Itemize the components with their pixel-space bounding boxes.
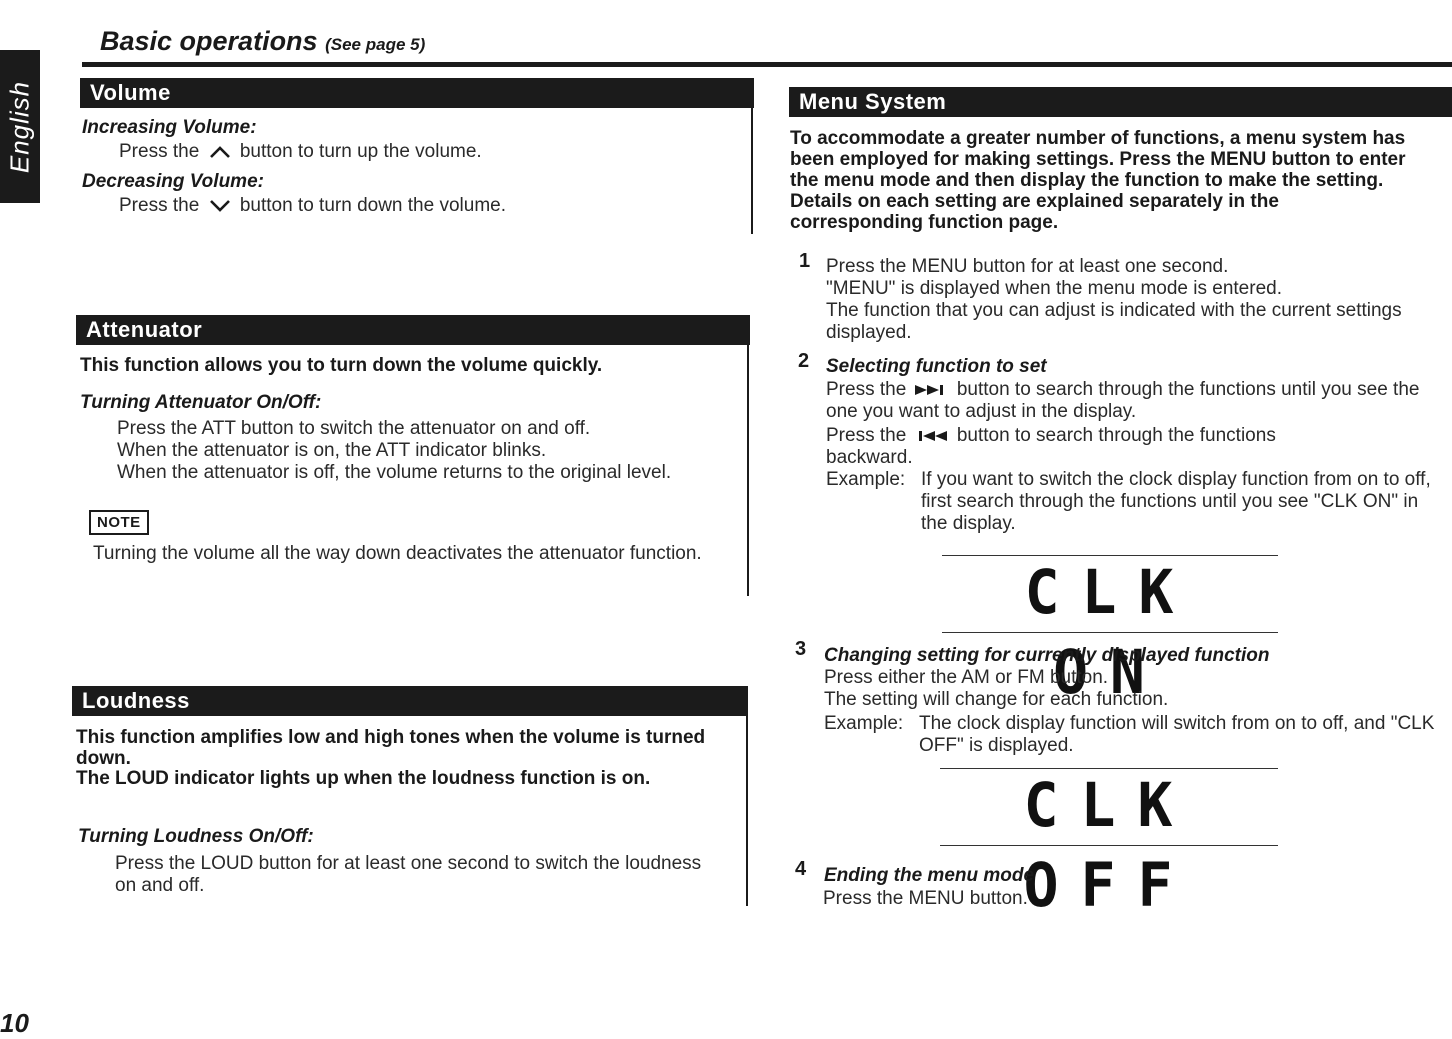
page-title-text: Basic operations — [100, 26, 318, 56]
menu-heading-text: Menu System — [799, 89, 947, 114]
loudness-heading — [72, 686, 748, 716]
header-rule — [82, 62, 1452, 67]
attenuator-intro: This function allows you to turn down the volume quickly. — [80, 355, 603, 376]
step-1-line-3: The function that you can adjust is indicated with the current settings displayed. — [826, 300, 1402, 343]
step-1-line-1: Press the MENU button for at least one second. — [826, 256, 1229, 277]
step-4-number: 4 — [795, 858, 807, 880]
step-3-title: Changing setting for currently displayed function — [824, 645, 1270, 666]
loudness-side-rule — [746, 716, 748, 906]
decrease-volume-label: Decreasing Volume: — [82, 171, 264, 192]
step-4-text: Press the MENU button. — [823, 888, 1028, 909]
step-4-title: Ending the menu mode — [824, 865, 1035, 886]
lcd-display-clk-off — [940, 768, 1278, 921]
increase-post: button to turn up the volume. — [239, 141, 482, 162]
increase-volume-label: Increasing Volume: — [82, 117, 257, 138]
loudness-intro-1: This function amplifies low and high tones when the volume is turned down. — [76, 727, 706, 769]
attenuator-lines — [117, 418, 737, 484]
decrease-post: button to turn down the volume. — [239, 195, 506, 216]
note-badge: NOTE — [89, 510, 149, 535]
step-1-body — [826, 256, 1426, 344]
loudness-text: Press the LOUD button for at least one second to switch the loudness on and off. — [115, 853, 702, 896]
menu-heading — [789, 87, 1452, 117]
attenuator-heading-text: Attenuator — [86, 317, 203, 342]
step-2-forward-pre: Press the — [826, 379, 907, 400]
attenuator-line-2: When the attenuator is on, the ATT indicator blinks. — [117, 440, 547, 461]
step-3-example-label: Example: — [824, 713, 904, 734]
step-2-example-label: Example: — [826, 469, 906, 490]
up-chevron-icon — [209, 145, 231, 159]
step-2-forward-text — [826, 379, 1436, 423]
volume-heading-text: Volume — [90, 80, 171, 105]
increase-volume-text — [119, 141, 482, 163]
decrease-volume-text — [119, 195, 506, 217]
page-number: 10 — [0, 1008, 29, 1038]
attenuator-heading — [76, 315, 750, 345]
loudness-sub: Turning Loudness On/Off: — [78, 826, 314, 847]
page-reference: (See page 5) — [325, 35, 426, 54]
skip-back-icon — [915, 430, 949, 442]
step-2-back-post: button to search through the functions backward. — [826, 425, 1276, 468]
skip-forward-icon — [915, 384, 949, 396]
step-1-line-2: "MENU" is displayed when the menu mode is entered. — [826, 278, 1282, 299]
step-2-forward-post: button to search through the functions until you see the one you want to adjust in the display. — [826, 379, 1420, 422]
decrease-pre: Press the — [119, 195, 200, 216]
increase-pre: Press the — [119, 141, 200, 162]
step-3-line-1: Press either the AM or FM button. — [824, 667, 1109, 688]
menu-intro: To accommodate a greater number of functions, a menu system has been employed for making settings. Press the MENU button to enter the menu mode and then display the function to make the setting. Details on each setting are explained separately in the corresponding function page. — [790, 128, 1406, 233]
loudness-intro-2: The LOUD indicator lights up when the loudness function is on. — [76, 768, 651, 789]
step-2-back-text — [826, 425, 1366, 469]
step-2-example-text: If you want to switch the clock display function from on to off, first search through the functions until you see "CLK ON" in the display. — [921, 469, 1431, 534]
note-text: Turning the volume all the way down deactivates the attenuator function. — [93, 543, 702, 564]
step-2-back-pre: Press the — [826, 425, 907, 446]
step-3-body — [824, 667, 1424, 711]
step-3-example-text: The clock display function will switch from on to off, and "CLK OFF" is displayed. — [919, 713, 1435, 756]
attenuator-side-rule — [747, 345, 749, 596]
volume-side-rule — [751, 108, 753, 234]
volume-heading — [80, 78, 754, 108]
attenuator-line-3: When the attenuator is off, the volume returns to the original level. — [117, 462, 672, 483]
step-3-number: 3 — [795, 638, 807, 660]
attenuator-line-1: Press the ATT button to switch the attenuator on and off. — [117, 418, 591, 439]
step-2-title: Selecting function to set — [826, 356, 1047, 377]
language-tab-label: English — [4, 80, 35, 173]
page-title — [100, 26, 425, 57]
step-1-number: 1 — [799, 250, 811, 272]
step-2-number: 2 — [798, 350, 810, 372]
lcd-text-clk-on: CLK ON — [1024, 556, 1196, 708]
attenuator-sub: Turning Attenuator On/Off: — [80, 392, 322, 413]
down-chevron-icon — [209, 199, 231, 213]
language-tab — [0, 50, 40, 203]
loudness-heading-text: Loudness — [82, 688, 190, 713]
lcd-text-clk-off: CLK OFF — [1023, 769, 1195, 921]
step-3-line-2: The setting will change for each function. — [824, 689, 1169, 710]
